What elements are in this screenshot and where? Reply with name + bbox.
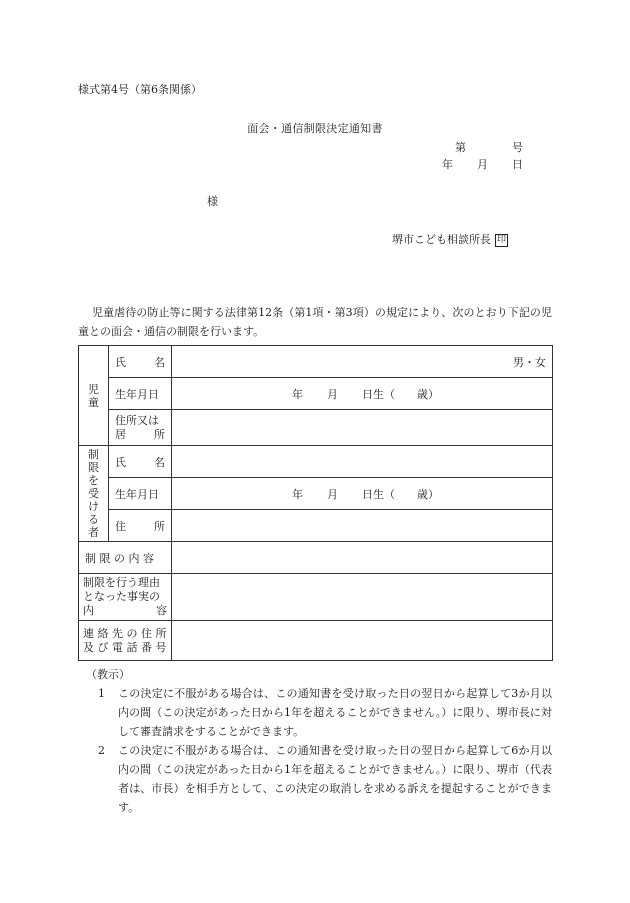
restriction-content-field[interactable] bbox=[172, 542, 553, 574]
note-number: 2 bbox=[98, 744, 105, 757]
date-year: 年 bbox=[442, 158, 453, 171]
label-part: 所 bbox=[154, 427, 165, 441]
restricted-name-label bbox=[109, 446, 172, 478]
note-text: この決定に不服がある場合は、この通知書を受け取った日の翌日から起算して6か月以内の間（この決定があった日から1年を超えることができません。）に限り、堺市（代表者は、市長）を相手方として、この決定の取消しを求める訴えを提起することができます。 bbox=[118, 744, 552, 814]
table-row bbox=[79, 510, 553, 542]
child-group-header bbox=[79, 346, 109, 446]
list-item bbox=[98, 741, 552, 817]
label-line: 連 絡 先 の 住 所 bbox=[83, 626, 167, 640]
label-part: 名 bbox=[154, 455, 165, 469]
seal-mark: 印 bbox=[496, 235, 506, 245]
dob-month: 月 bbox=[327, 387, 338, 401]
label-line: 制限を行う理由 bbox=[83, 576, 160, 589]
restricted-address-field[interactable] bbox=[172, 510, 553, 542]
label-part: 容 bbox=[156, 604, 167, 617]
issuer bbox=[392, 231, 508, 247]
contact-label bbox=[79, 621, 172, 661]
dob-month: 月 bbox=[327, 487, 338, 501]
number-prefix: 第 bbox=[455, 141, 466, 154]
document-title: 面会・通信制限決定通知書 bbox=[247, 122, 383, 135]
reason-label bbox=[79, 574, 172, 621]
reason-field[interactable] bbox=[172, 574, 553, 621]
date-month: 月 bbox=[477, 158, 488, 171]
form-number: 様式第4号（第6条関係） bbox=[78, 83, 202, 96]
table-row bbox=[79, 446, 553, 478]
label-part: 住 bbox=[115, 519, 126, 533]
restricted-dob-field[interactable] bbox=[172, 478, 553, 510]
child-dob-label: 生年月日 bbox=[109, 378, 172, 410]
restricted-address-label bbox=[109, 510, 172, 542]
restricted-dob-label: 生年月日 bbox=[109, 478, 172, 510]
label-line: となった事実の bbox=[83, 590, 160, 603]
child-dob-field[interactable] bbox=[172, 378, 553, 410]
label-part: 内 bbox=[83, 604, 94, 617]
restricted-name-field[interactable] bbox=[172, 446, 553, 478]
table-row bbox=[79, 542, 553, 574]
restricted-group-header bbox=[79, 446, 109, 542]
child-sex-field[interactable]: 男・女 bbox=[172, 346, 553, 378]
table-row bbox=[79, 478, 553, 510]
addressee-suffix: 様 bbox=[207, 195, 218, 208]
preamble-text: 児童虐待の防止等に関する法律第12条（第1項・第3項）の規定により、次のとおり下記の児童との面会・通信の制限を行います。 bbox=[78, 306, 552, 338]
table-row bbox=[79, 346, 553, 378]
issuer-name: 堺市こども相談所長 bbox=[392, 233, 491, 246]
instructions-section bbox=[78, 665, 552, 817]
list-item bbox=[98, 684, 552, 741]
instructions-heading: （教示） bbox=[86, 668, 130, 681]
table-row bbox=[79, 410, 553, 446]
child-group-label: 児童 bbox=[88, 382, 99, 409]
note-number: 1 bbox=[98, 687, 105, 700]
table-row bbox=[79, 621, 553, 661]
dob-year: 年 bbox=[292, 487, 303, 501]
label-part: 氏 bbox=[115, 355, 126, 369]
child-address-label bbox=[109, 410, 172, 446]
child-name-label bbox=[109, 346, 172, 378]
restricted-group-label: 制限を受ける者 bbox=[88, 448, 99, 539]
label-part: 居 bbox=[115, 427, 126, 441]
child-address-field[interactable] bbox=[172, 410, 553, 446]
note-text: この決定に不服がある場合は、この通知書を受け取った日の翌日から起算して3か月以内の間（この決定があった日から1年を超えることができません。）に限り、堺市長に対して審査請求をすることができます。 bbox=[118, 687, 552, 738]
dob-age: 歳） bbox=[417, 387, 439, 401]
label-part: 氏 bbox=[115, 455, 126, 469]
label-part: 所 bbox=[154, 519, 165, 533]
label-line: 住所又は bbox=[115, 413, 159, 427]
restriction-content-label: 制 限 の 内 容 bbox=[79, 542, 172, 574]
number-suffix: 号 bbox=[512, 141, 523, 154]
contact-field[interactable] bbox=[172, 621, 553, 661]
form-table bbox=[78, 345, 553, 661]
table-row bbox=[79, 378, 553, 410]
dob-day: 日生（ bbox=[362, 387, 395, 401]
dob-year: 年 bbox=[292, 387, 303, 401]
table-row bbox=[79, 574, 553, 621]
date-day: 日 bbox=[512, 158, 523, 171]
label-part: 名 bbox=[154, 355, 165, 369]
dob-age: 歳） bbox=[417, 487, 439, 501]
dob-day: 日生（ bbox=[362, 487, 395, 501]
label-line: 及 び 電 話 番 号 bbox=[83, 640, 167, 654]
